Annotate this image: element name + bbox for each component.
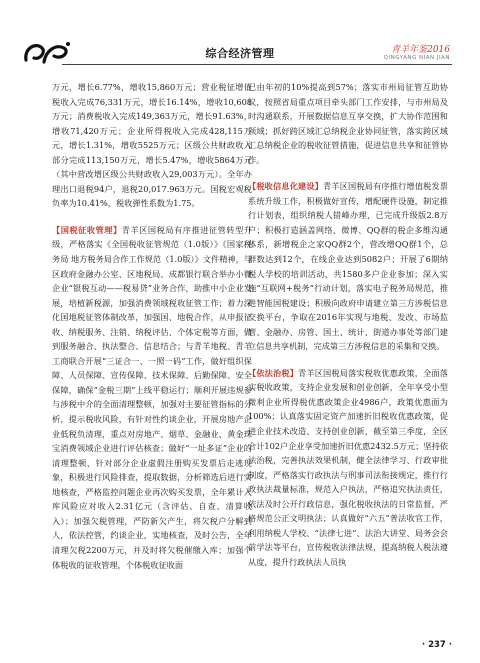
- paragraph-informatization: [248, 179, 448, 354]
- left-column: [52, 80, 252, 572]
- section-tag: 【税收信息化建设】: [248, 181, 324, 192]
- paragraph-collection-management: [52, 223, 252, 572]
- paragraph-gap: [248, 354, 448, 366]
- paragraph-continued: 已由年初的10%提高到57%；落实市州局征管互助协议，按照省局重点项目牵头部门工作安排，与市州局及时沟通联系，开展数据信息互享交换，扩大协作范围和领域；抓好跨区域汇总纳税企业协同征管，落实跨区域汇总纳税企业的税收征管措施，促进信息共享和征管协作。: [248, 82, 448, 165]
- paragraph-body: 青羊区国税局落实税收优惠政策，全面落实税收政策，支持企业发展和创业创新，全年享受小型微利企业所得税优惠政策企业4986户，政策优惠面为100%；认真落实固定资产加速折旧税收优惠政策，促进企业技术改造、支持创业创新，截至第三季度，全区合计102户企业享受加速折旧优惠2432.5万元；坚持依法治税，完善执法效果机制，健全法律学习、行政审批制度，严格落实行政执法与刑事司法衔接规定，推行行政执法裁量标准，规范入户执法，严格追究执法责任，依法及时公开行政信息，强化税收执法的日常监督，严格规范公正文明执法；认真做好“六五”普法收官工作，利用纳税人学校、“法律七进”、法治大讲堂、局务会会前学法等平台，宣传税收法律法规，提高纳税人税法遵从度，提升行政执法人员执: [248, 367, 448, 567]
- yearbook-title: 青羊年鉴2016: [391, 45, 450, 55]
- header-divider: [62, 64, 452, 65]
- section-tag: 【依法治税】: [248, 367, 299, 378]
- paragraph-gap: [248, 167, 448, 179]
- right-column: [248, 80, 448, 570]
- section-tag: 【国税征收管理】: [52, 224, 122, 235]
- section-title: 综合经济管理: [205, 47, 275, 60]
- paragraph-body: 青羊区国税局有序推进征管转型升级，严格落实《全国税收征管规范（1.0版）》《国家税务局 地方税务局合作工作规范（1.0版）》文件精神，与区政府金融办公室、区地税局、成都银行联合举办小微企业“银税互动——税易贷”业务合作，助推中小企业发展，培植新税源，加强消费领域税收征管工作；着力深化国地税征管体制改革，加强国、地税合作，从申报征收、纳税服务、注销、纳税评估、个体定税等方面，做到服务融合、执法整合、信息结合；与青羊地税、青羊工商联合开展“三证合一、一照一码”工作，做好组织保障、人员保障、宣传保障、技术保障、后勤保障、安全保障，确保“金税三期”上线平稳运行；顺利开展违规参与涉税中介的全面清理整顿，加强对主要征管指标的分析，提示税收风险，有针对性约谈企业，开展房地产企业低税负清理，重点对房地产、烟草、金融业、黄金珠宝消费领域企业进行评估核查；做好“一址多证”企业的清理整顿，针对部分企业虚假注册购买发票后走逃现象，积极进行风险排查，提取数据，分析筛选后进行实地核查，严格监控问题企业再次购买发票，全年累计入库风险应对收入2.31亿元（含评估、自查、清算收入）；加强欠税管理，严防新欠产生，将欠税户分解到人，依法控管，约谈企业，实地核查，及时公告，全年清理欠税2200万元，并及时将欠税催缴入库；加强个体税收的征收管理，个体税收征收面: [52, 224, 252, 570]
- paragraph-gap: [52, 211, 252, 223]
- paragraph-rule-of-law: [248, 366, 448, 570]
- page-number: · 237 ·: [421, 640, 452, 650]
- paragraph-body: 青羊区国税局有序推行增值税发票系统升级工作，积极做好宣传，增配硬件设施，制定推行计划表，组织纳税人错峰办理，已完成升级版2.8万户；积极打造涵盖网络、微博、QQ群的税企多维沟通体系，新增税企之家QQ群2个，营改增QQ群1个，总群数达到12个，在线企业达到5082户；开展了6期纳税人学校的培训活动，共1580多户企业参加；深入实施“互联网+税务”行动计划，落实电子税务局规范，推进智能国税建设；积极向政府申请建立第三方涉税信息交换平台，争取在2016年实现与地税、发改、市场监管、金融办、房管、国土、统计、街道办事处等部门建立信息共享机制，完成第三方涉税信息的采集和交换。: [248, 181, 448, 352]
- page-header: [0, 0, 480, 66]
- paragraph-tax-revenue: 万元，增长6.77%，增收15,860万元；营业税征增值税收入完成76,331万元，增长16.14%，增收10,608万元；消费税收入完成149,363万元，增长91.63%，增收71,420万元；企业所得税收入完成428,115万元，增长1.31%，增收5525万元；区级公共财政收入部分完成113,150万元，增长5.47%，增收5864万元（其中营改增区级公共财政收入29,003万元）。全年办理出口退税94户，退税20,017.963万元。国税宏观税负率为10.41%，税收弹性系数为1.75。: [52, 82, 252, 209]
- yearbook-pinyin: QINGYANG NIAN JIAN: [383, 55, 450, 61]
